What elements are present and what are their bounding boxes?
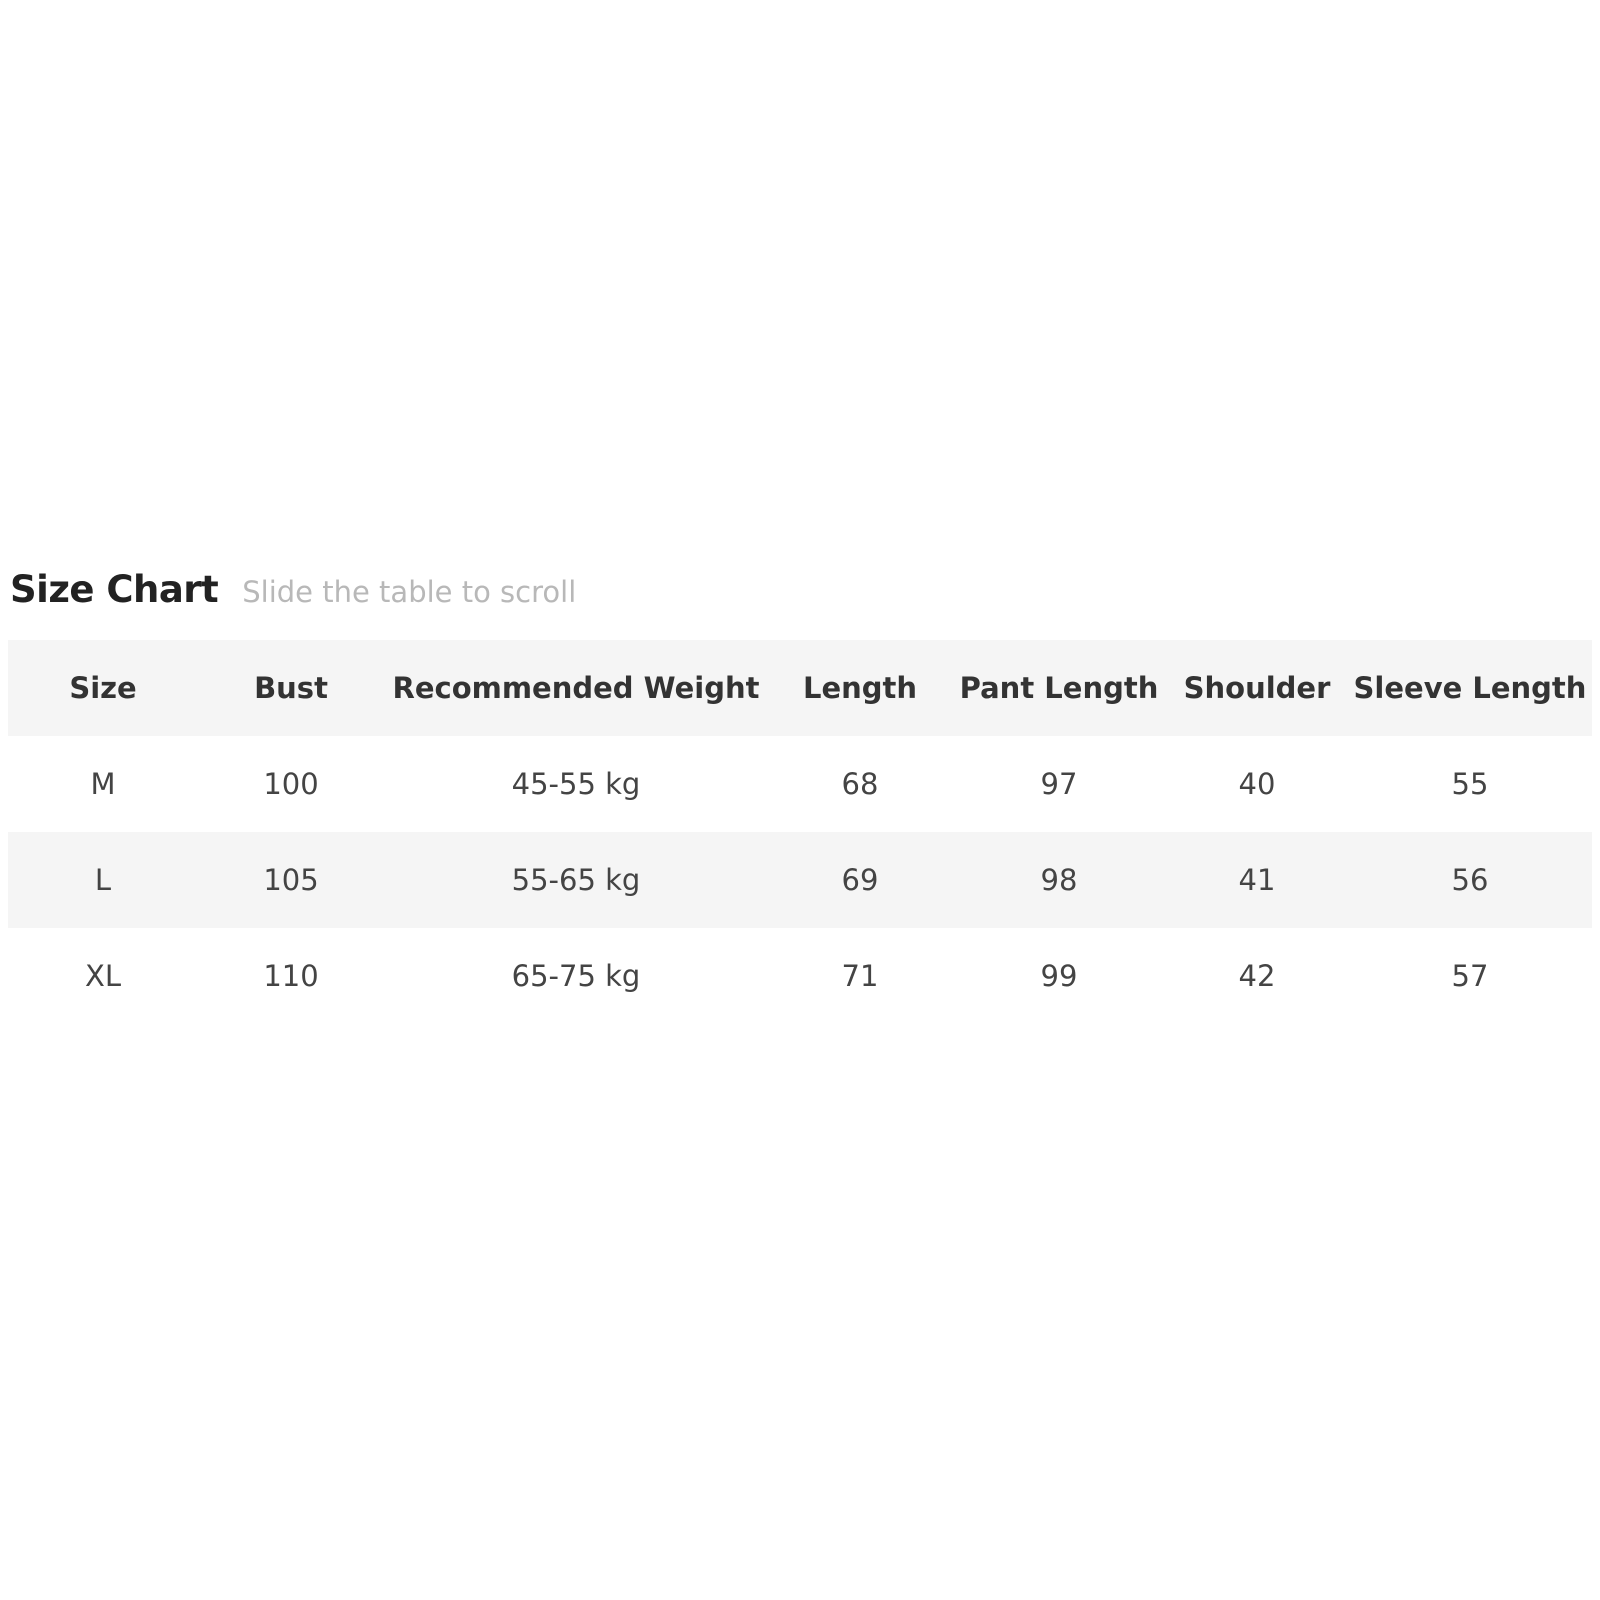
cell-pant-length: 97 (1040, 767, 1078, 801)
column-header-pant-length: Pant Length (952, 640, 1166, 736)
cell-sleeve-length: 55 (1451, 767, 1489, 801)
cell-pant-length: 98 (952, 832, 1166, 928)
cell-size: L (8, 832, 198, 928)
cell-shoulder: 42 (1238, 959, 1276, 993)
cell-sleeve-length: 57 (1451, 959, 1489, 993)
size-chart-title: Size Chart (10, 568, 219, 611)
size-chart-heading (8, 568, 1592, 612)
cell-recommended-weight: 45-55 kg (511, 767, 641, 801)
cell-sleeve-length: 56 (1348, 832, 1592, 928)
cell-length: 68 (841, 767, 879, 801)
column-header-shoulder: Shoulder (1166, 640, 1348, 736)
table-row (8, 832, 1592, 928)
cell-shoulder: 41 (1166, 832, 1348, 928)
cell-bust: 110 (263, 959, 319, 993)
cell-shoulder: 40 (1238, 767, 1276, 801)
cell-bust: 105 (198, 832, 384, 928)
cell-size: XL (84, 959, 122, 993)
table-row (8, 736, 1592, 832)
column-header-length: Length (768, 640, 952, 736)
cell-size: M (90, 767, 116, 801)
cell-length: 71 (841, 959, 879, 993)
table-header-row (8, 640, 1592, 736)
cell-length: 69 (768, 832, 952, 928)
table-row (8, 928, 1592, 1024)
size-chart-section (8, 568, 1592, 993)
size-table-scroll-container[interactable] (8, 640, 1592, 1024)
cell-pant-length: 99 (1040, 959, 1078, 993)
cell-recommended-weight: 65-75 kg (511, 959, 641, 993)
cell-recommended-weight: 55-65 kg (384, 832, 768, 928)
size-table (8, 640, 1592, 1024)
column-header-bust: Bust (198, 640, 384, 736)
column-header-recommended-weight: Recommended Weight (384, 640, 768, 736)
column-header-sleeve-length: Sleeve Length (1348, 640, 1592, 736)
scroll-hint: Slide the table to scroll (242, 575, 577, 609)
column-header-size: Size (8, 640, 198, 736)
cell-bust: 100 (263, 767, 319, 801)
